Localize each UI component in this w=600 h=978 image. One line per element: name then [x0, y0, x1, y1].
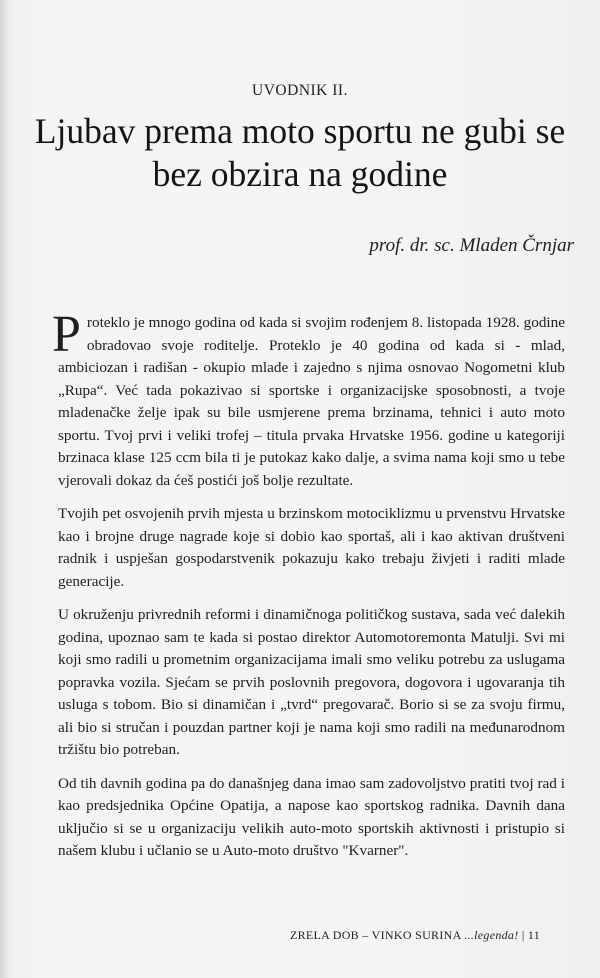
paragraph-2: Tvojih pet osvojenih prvih mjesta u brzinskom motociklizmu u prvenstvu Hrvatske kao i brojne druge nagrade koje si dobio kao sportaš, ali i kao aktivan društveni radnik i uspješan gospodarstvenik pokazuju kako trebaju živjeti i raditi mlade generacije. [58, 505, 565, 590]
page-number: 11 [527, 928, 540, 942]
footer-separator: | [518, 928, 528, 942]
running-title-legend: ...legenda! [464, 928, 519, 942]
page-footer [0, 928, 540, 943]
page-gutter-shadow [0, 0, 10, 978]
paragraph-3: U okruženju privrednih reformi i dinamičnoga političkog sustava, sada već dalekih godina, upoznao sam te kada si postao direktor Automotoremonta Matulji. Svi mi koji smo radili u prometnim organizacijama imali smo veliku potrebu za uslugama popravka vozila. Sjećam se prvih poslovnih pregovora, dogovora i ugovaranja tih usluga s tobom. Bio si dinamičan i „tvrd“ pregovarač. Borio si se za svoju firmu, ali bio si stručan i pouzdan partner koji je nama koji smo radili na međunarodnom tržištu bio potreban. [58, 606, 565, 758]
article-title: Ljubav prema moto sportu ne gubi se bez obzira na godine [34, 111, 566, 194]
article-author: prof. dr. sc. Mladen Črnjar [369, 235, 574, 256]
paragraph-4: Od tih davnih godina pa do današnjeg dana imao sam zadovoljstvo pratiti tvoj rad i kao predsjednika Općine Opatija, a napose kao sportskog radnika. Davnih dana uključio si se u organizaciju velikih auto-moto sportskih aktivnosti i pristupio si našem klubu i učlanio se u Auto-moto društvo "Kvarner". [58, 774, 565, 859]
paragraph-1: Proteklo je mnogo godina od kada si svojim rođenjem 8. listopada 1928. godine obradovao svoje roditelje. Proteklo je 40 godina od kada si - mlad, ambiciozan i radišan - okupio mlade i zajedno s njima osnovao Nogometni klub „Rupa“. Već tada pokazivao si sportske i organizacijske sposobnosti, a tvoje mladenačke želje ipak su bile usmjerene prema brzinama, tehnici i auto moto sportu. Tvoj prvi i veliki trofej – titula prvaka Hrvatske 1956. godine u kategoriji brzinaca klase 125 ccm bila ti je putokaz kako dalje, a svima nama koji smo u tebe vjerovali dokaz da ćeš postići još bolje rezultate. [52, 306, 565, 489]
running-title: ZRELA DOB – VINKO SURINA [289, 928, 465, 942]
section-kicker: UVODNIK II. [252, 82, 348, 99]
article-body [52, 306, 565, 874]
